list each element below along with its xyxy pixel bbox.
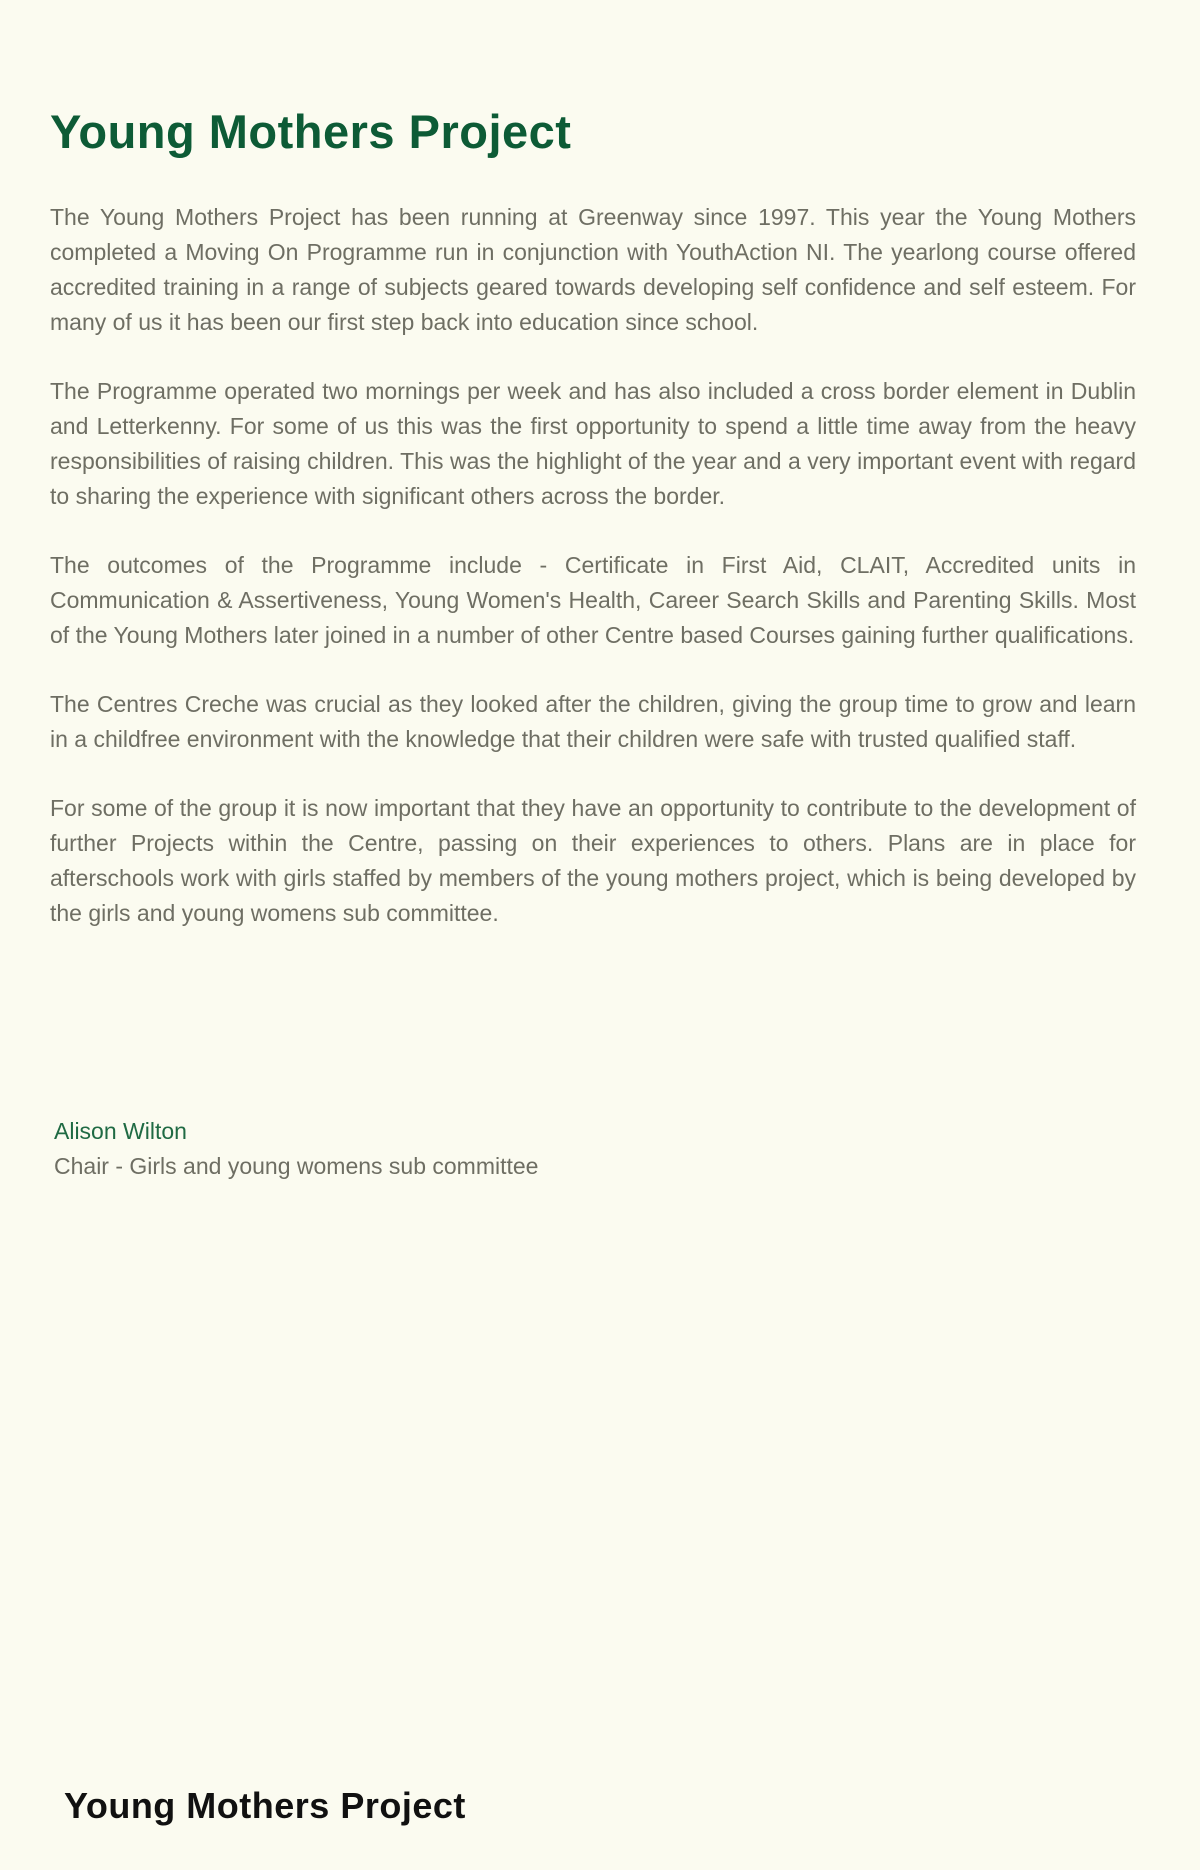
paragraph-3: The outcomes of the Programme include - Certificate in First Aid, CLAIT, Accredited units in Communication & Assertiveness, Young Women's Health, Career Search Skills and Parenting Skills. Most of the Young Mothers later joined in a number of other Centre based Courses gaining further qualifications. bbox=[50, 552, 1136, 648]
article-body bbox=[50, 200, 1136, 965]
footer-title: Young Mothers Project bbox=[64, 1785, 466, 1826]
page-title: Young Mothers Project bbox=[50, 105, 572, 158]
signature-name: Alison Wilton bbox=[54, 1118, 187, 1144]
paragraph-4: The Centres Creche was crucial as they looked after the children, giving the group time to grow and learn in a childfree environment with the knowledge that their children were safe with trusted qualified staff. bbox=[50, 691, 1136, 752]
paragraph-5: For some of the group it is now important that they have an opportunity to contribute to the development of further Projects within the Centre, passing on their experiences to others. Plans are in place for afterschools work with girls staffed by members of the young mothers project, which is being developed by the girls and young womens sub committee. bbox=[50, 795, 1136, 926]
signature-role: Chair - Girls and young womens sub committee bbox=[54, 1153, 539, 1179]
paragraph-2: The Programme operated two mornings per week and has also included a cross border element in Dublin and Letterkenny. For some of us this was the first opportunity to spend a little time away from the heavy responsibilities of raising children. This was the highlight of the year and a very important event with regard to sharing the experience with significant others across the border. bbox=[50, 378, 1136, 509]
paragraph-1: The Young Mothers Project has been running at Greenway since 1997. This year the Young Mothers completed a Moving On Programme run in conjunction with YouthAction NI. The yearlong course offered accredited training in a range of subjects geared towards developing self confidence and self esteem. For many of us it has been our first step back into education since school. bbox=[50, 204, 1136, 335]
signature-block bbox=[54, 1114, 538, 1184]
